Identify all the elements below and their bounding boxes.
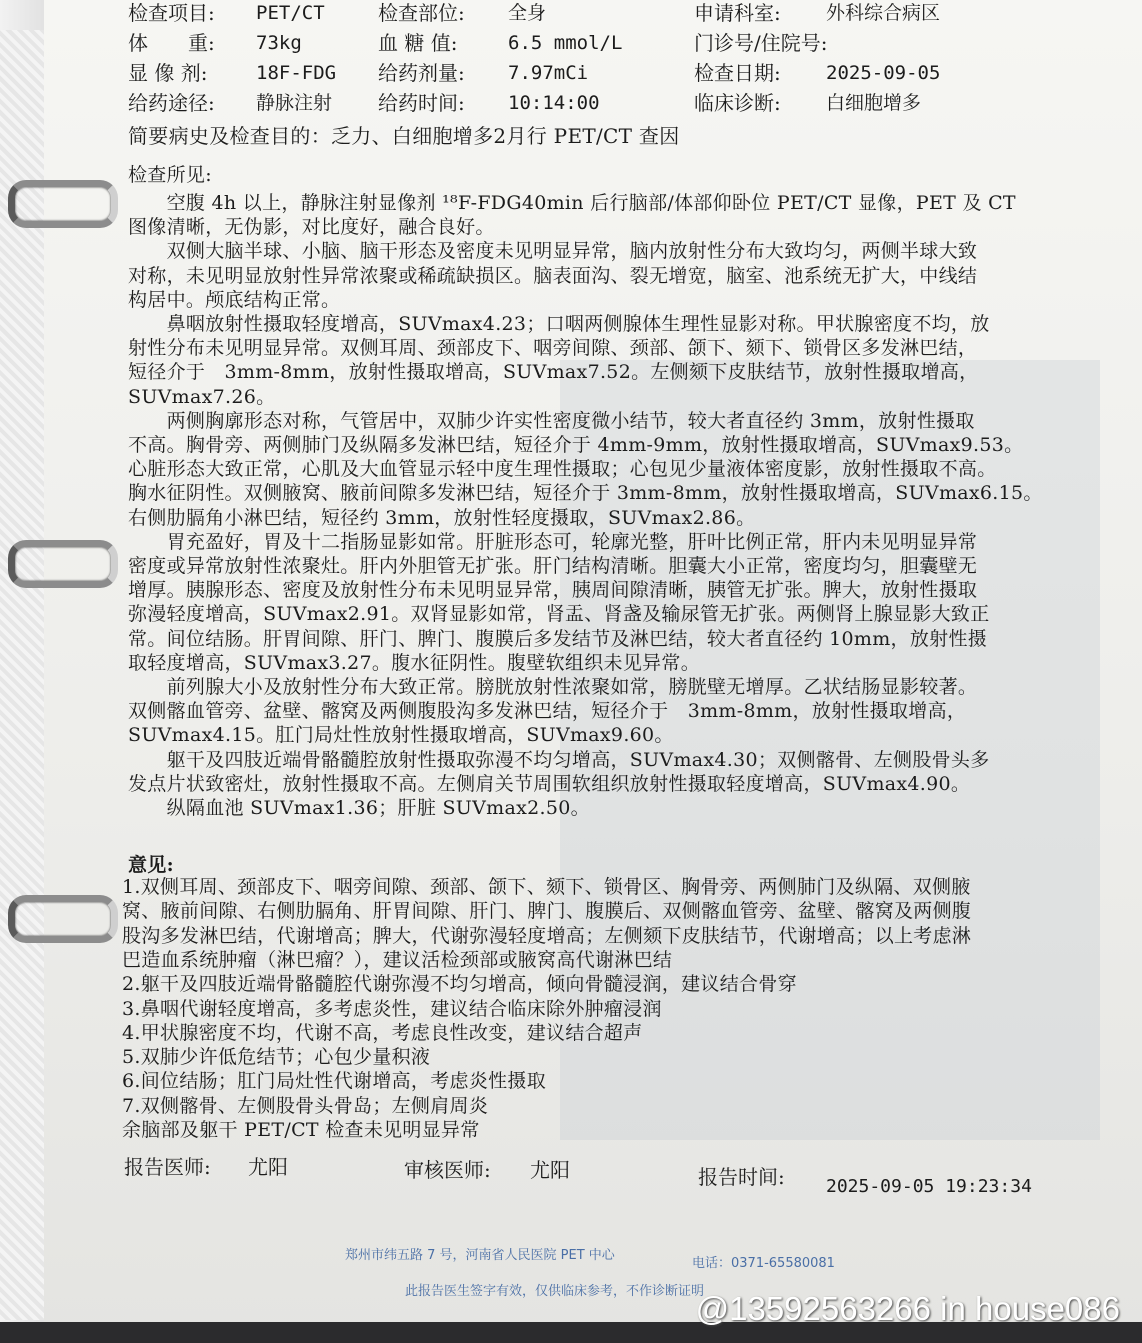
findings-line: 构居中。颅底结构正常。 (128, 288, 341, 311)
findings-line: 常。间位结肠。肝胃间隙、肝门、脾门、腹膜后多发结节及淋巴结，较大者直径约 10mm，放射性摄 (128, 627, 988, 650)
opinion-line: 5.双肺少许低危结节；心包少量积液 (122, 1046, 431, 1069)
findings-line: 前列腺大小及放射性分布大致正常。膀胱放射性浓聚如常，膀胱壁无增厚。乙状结肠显影较著。 (128, 676, 978, 698)
findings-line: 双侧髂血管旁、盆壁、髂窝及两侧腹股沟多发淋巴结，短径介于 3mm-8mm，放射性摄取增高， (128, 700, 967, 723)
footer-notice: 此报告医生签字有效，仅供临床参考，不作诊断证明 (405, 1284, 705, 1299)
findings-line: SUVmax4.15。肛门局灶性放射性摄取增高，SUVmax9.60。 (128, 724, 674, 747)
opinion-line: 6.间位结肠；肛门局灶性代谢增高，考虑炎性摄取 (122, 1070, 547, 1093)
findings-line: 图像清晰，无伪影，对比度好，融合良好。 (128, 216, 495, 239)
findings-line: 短径介于 3mm-8mm，放射性摄取增高，SUVmax7.52。左侧颏下皮肤结节，放射性摄取增高， (128, 361, 979, 384)
route-label: 给药途径: (128, 91, 215, 115)
findings-line: 鼻咽放射性摄取轻度增高，SUVmax4.23；口咽两侧腺体生理性显影对称。甲状腺密度不均，放 (128, 313, 990, 335)
opinion-line: 股沟多发淋巴结，代谢增高；脾大，代谢弥漫轻度增高；左侧颏下皮肤结节，代谢增高；以上考虑淋 (122, 924, 972, 947)
findings-line: SUVmax7.26。 (128, 385, 276, 408)
findings-line: 纵隔血池 SUVmax1.36；肝脏 SUVmax2.50。 (128, 797, 590, 819)
opinion-heading: 意见: (128, 854, 174, 876)
opinion-line: 1.双侧耳周、颈部皮下、咽旁间隙、颈部、颌下、颏下、锁骨区、胸骨旁、两侧肺门及纵隔、双侧腋 (122, 876, 971, 898)
exam-site-value: 全身 (508, 2, 547, 24)
findings-line: 两侧胸廓形态对称，气管居中，双肺少许实性密度微小结节，较大者直径约 3mm，放射性摄取 (128, 409, 975, 432)
findings-line: 增厚。胰腺形态、密度及放射性分布未见明显异常，胰周间隙清晰，胰管无扩张。脾大，放射性摄取 (128, 579, 978, 602)
blood-glucose-value: 6.5 mmol/L (508, 32, 623, 54)
findings-line: 密度或异常放射性浓聚灶。肝内外胆管无扩张。肝门结构清晰。胆囊大小正常，密度均匀，胆囊壁无 (128, 555, 978, 577)
report-doctor-label: 报告医师: (124, 1155, 211, 1179)
info-row (128, 58, 1128, 88)
exam-site-label: 检查部位: (378, 1, 465, 25)
watermark: @13592563266 in house086 (695, 1290, 1120, 1327)
info-row (128, 28, 1128, 58)
dose-value: 7.97mCi (508, 62, 589, 84)
findings-line: 空腹 4h 以上，静脉注射显像剂 ¹⁸F-FDG40min 后行脑部/体部仰卧位 PET/CT 显像，PET 及 CT (128, 192, 1016, 214)
opinion-line: 2.躯干及四肢近端骨骼髓腔代谢弥漫不均匀增高，倾向骨髓浸润，建议结合骨穿 (122, 973, 797, 996)
review-doctor-name: 尤阳 (530, 1158, 570, 1182)
exam-date-label: 检查日期: (694, 61, 781, 85)
findings-line: 胃充盈好，胃及十二指肠显影如常。肝脏形态可，轮廓光整，肝叶比例正常，肝内未见明显异常 (128, 530, 978, 553)
findings-line: 心脏形态大致正常，心肌及大血管显示轻中度生理性摄取；心包见少量液体密度影，放射性摄取不高。 (128, 458, 997, 481)
department-value: 外科综合病区 (826, 2, 941, 24)
findings-line: 躯干及四肢近端骨骼髓腔放射性摄取弥漫不均匀增高，SUVmax4.30；双侧髂骨、左侧股骨头多 (128, 748, 990, 771)
findings-line: 取轻度增高，SUVmax3.27。腹水征阴性。腹壁软组织未见异常。 (128, 651, 701, 674)
route-value: 静脉注射 (256, 92, 333, 114)
admin-time-label: 给药时间: (378, 91, 465, 115)
findings-line: 射性分布未见明显异常。双侧耳周、颈部皮下、咽旁间隙、颈部、颌下、颏下、锁骨区多发淋巴结， (128, 337, 978, 360)
opinion-line: 7.双侧髂骨、左侧股骨头骨岛；左侧肩周炎 (122, 1094, 489, 1117)
opinion-line: 余脑部及躯干 PET/CT 检查未见明显异常 (122, 1119, 480, 1141)
dose-label: 给药剂量: (378, 61, 465, 85)
exam-date-value: 2025-09-05 (826, 62, 941, 84)
report-doctor-name: 尤阳 (248, 1155, 288, 1179)
admin-time-value: 10:14:00 (508, 92, 600, 114)
brief-history: 简要病史及检查目的：乏力、白细胞增多2月行 PET/CT 查因 (128, 124, 680, 148)
binder-ring (8, 895, 118, 943)
report-time-label: 报告时间: (698, 1165, 785, 1189)
opinion-line: 巴造血系统肿瘤（淋巴瘤？），建议活检颈部或腋窝高代谢淋巴结 (122, 948, 673, 971)
findings-heading: 检查所见: (128, 164, 212, 186)
clinical-diagnosis-label: 临床诊断: (694, 91, 781, 115)
info-row (128, 0, 1128, 28)
footer-phone: 电话：0371-65580081 (692, 1256, 835, 1271)
findings-line: 双侧大脑半球、小脑、脑干形态及密度未见明显异常，脑内放射性分布大致均匀，两侧半球大致 (128, 240, 978, 263)
weight-value: 73kg (256, 32, 302, 54)
binder-ring (8, 540, 118, 588)
opinion-line: 窝、腋前间隙、右侧肋膈角、肝胃间隙、肝门、脾门、腹膜后、双侧髂血管旁、盆壁、髂窝及两侧腹 (122, 900, 972, 923)
findings-line: 不高。胸骨旁、两侧肺门及纵隔多发淋巴结，短径介于 4mm-9mm，放射性摄取增高，SUVmax9.53。 (128, 434, 1024, 456)
findings-line: 对称，未见明显放射性异常浓聚或稀疏缺损区。脑表面沟、裂无增宽，脑室、池系统无扩大，中线结 (128, 264, 978, 287)
findings-line: 右侧肋膈角小淋巴结，短径约 3mm，放射性轻度摄取，SUVmax2.86。 (128, 506, 756, 529)
clinical-diagnosis-value: 白细胞增多 (826, 92, 922, 114)
weight-label: 体 重: (128, 31, 215, 55)
binder-ring (8, 180, 118, 228)
opinion-line: 4.甲状腺密度不均，代谢不高，考虑良性改变，建议结合超声 (122, 1021, 643, 1044)
tracer-value: 18F-FDG (256, 62, 337, 84)
findings-line: 胸水征阴性。双侧腋窝、腋前间隙多发淋巴结，短径介于 3mm-8mm，放射性摄取增高，SUVmax6.15。 (128, 482, 1043, 505)
blood-glucose-label: 血 糖 值: (378, 31, 458, 55)
review-doctor-label: 审核医师: (404, 1158, 491, 1182)
info-row (128, 88, 1128, 118)
patient-number-label: 门诊号/住院号: (694, 31, 828, 55)
report-time-value: 2025-09-05 19:23:34 (826, 1176, 1032, 1197)
exam-item-value: PET/CT (256, 2, 325, 24)
opinion-line: 3.鼻咽代谢轻度增高，多考虑炎性，建议结合临床除外肿瘤浸润 (122, 997, 662, 1020)
department-label: 申请科室: (694, 1, 781, 25)
exam-item-label: 检查项目: (128, 1, 215, 25)
tracer-label: 显 像 剂: (128, 61, 208, 85)
footer-address: 郑州市纬五路 7 号，河南省人民医院 PET 中心 (345, 1248, 615, 1263)
findings-line: 发点片状致密灶，放射性摄取不高。左侧肩关节周围软组织放射性摄取轻度增高，SUVmax4.90。 (128, 772, 971, 795)
findings-line: 弥漫轻度增高，SUVmax2.91。双肾显影如常，肾盂、肾盏及输尿管无扩张。两侧肾上腺显影大致正 (128, 603, 990, 626)
